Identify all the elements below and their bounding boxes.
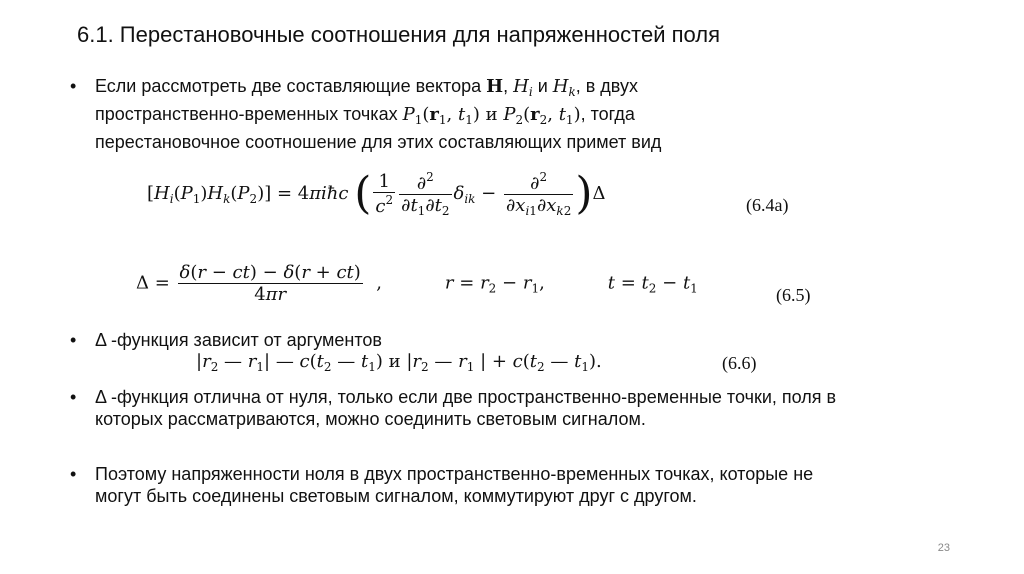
- equation-6-4a: $[H_i(P_1)H_k(P_2)]$ = 4πiħc ( $\frac{1}{c^2}$ $\frac{\partial^2}{\partial t_1\partial t_2}$ $\delta_{ik}$ − $\frac{\partial^2}{\partial x_{i1}\partial x_{k2}}$ )Δ: [147, 168, 606, 219]
- bullet-dot: •: [70, 387, 77, 407]
- bullet-dot: •: [70, 76, 77, 96]
- comma: ,: [503, 76, 514, 96]
- bullet-2-text: Δ -функция зависит от аргументов: [95, 330, 382, 350]
- bullet-1-line2-end: , тогда: [580, 104, 635, 124]
- bullet-1-line1-text: Если рассмотреть две составляющие вектора: [95, 76, 487, 96]
- bullet-1-line1-end: , в двух: [575, 76, 638, 96]
- equation-6-6: $|r_2$ — $r_1|$ — $c(t_2$ — $t_1$) и $|r_2$ — $r_1$ | + $c(t_2$ — $t_1$).: [196, 351, 602, 374]
- symbol-Hi: $H_i$: [513, 76, 533, 99]
- symbol-Hk: $H_k$: [552, 76, 576, 99]
- bullet-dot: •: [70, 464, 77, 484]
- bullet-1-text: [95, 75, 895, 153]
- equation-6-5-label: (6.5): [776, 285, 811, 305]
- bullet-3-text: Δ -функция отлична от нуля, только если две пространственно-временные точки, поля в которых рассматриваются, можно соединить световым сигналом.: [95, 387, 837, 429]
- slide-title: 6.1. Перестановочные соотношения для напряженностей поля: [77, 22, 721, 47]
- conj-and: и: [532, 76, 553, 96]
- symbol-H-bold: H: [486, 76, 504, 97]
- bullet-4-text: Поэтому напряженности ноля в двух пространственно-временных точках, которые не могут быть соединены световым сигналом, коммутируют друг с другом.: [95, 464, 814, 506]
- points-formula: $P_1(r_1$, $t_1$) и $P_2(r_2$, $t_1$): [402, 104, 581, 127]
- equation-6-6-label: (6.6): [722, 353, 757, 373]
- bullet-1-line2-text: пространственно-временных точках: [95, 104, 403, 124]
- equation-6-5: Δ = $\frac{\delta(r - ct) - \delta(r + ct)}{4\pi r}$ , $r = r_2 - r_1$, $t = t_2 - t_1$: [136, 262, 698, 305]
- equation-6-4a-label: (6.4a): [746, 195, 789, 215]
- bullet-1-line3-text: перестановочное соотношение для этих составляющих примет вид: [95, 132, 662, 152]
- bullet-dot: •: [70, 330, 77, 350]
- page-number: 23: [937, 542, 950, 554]
